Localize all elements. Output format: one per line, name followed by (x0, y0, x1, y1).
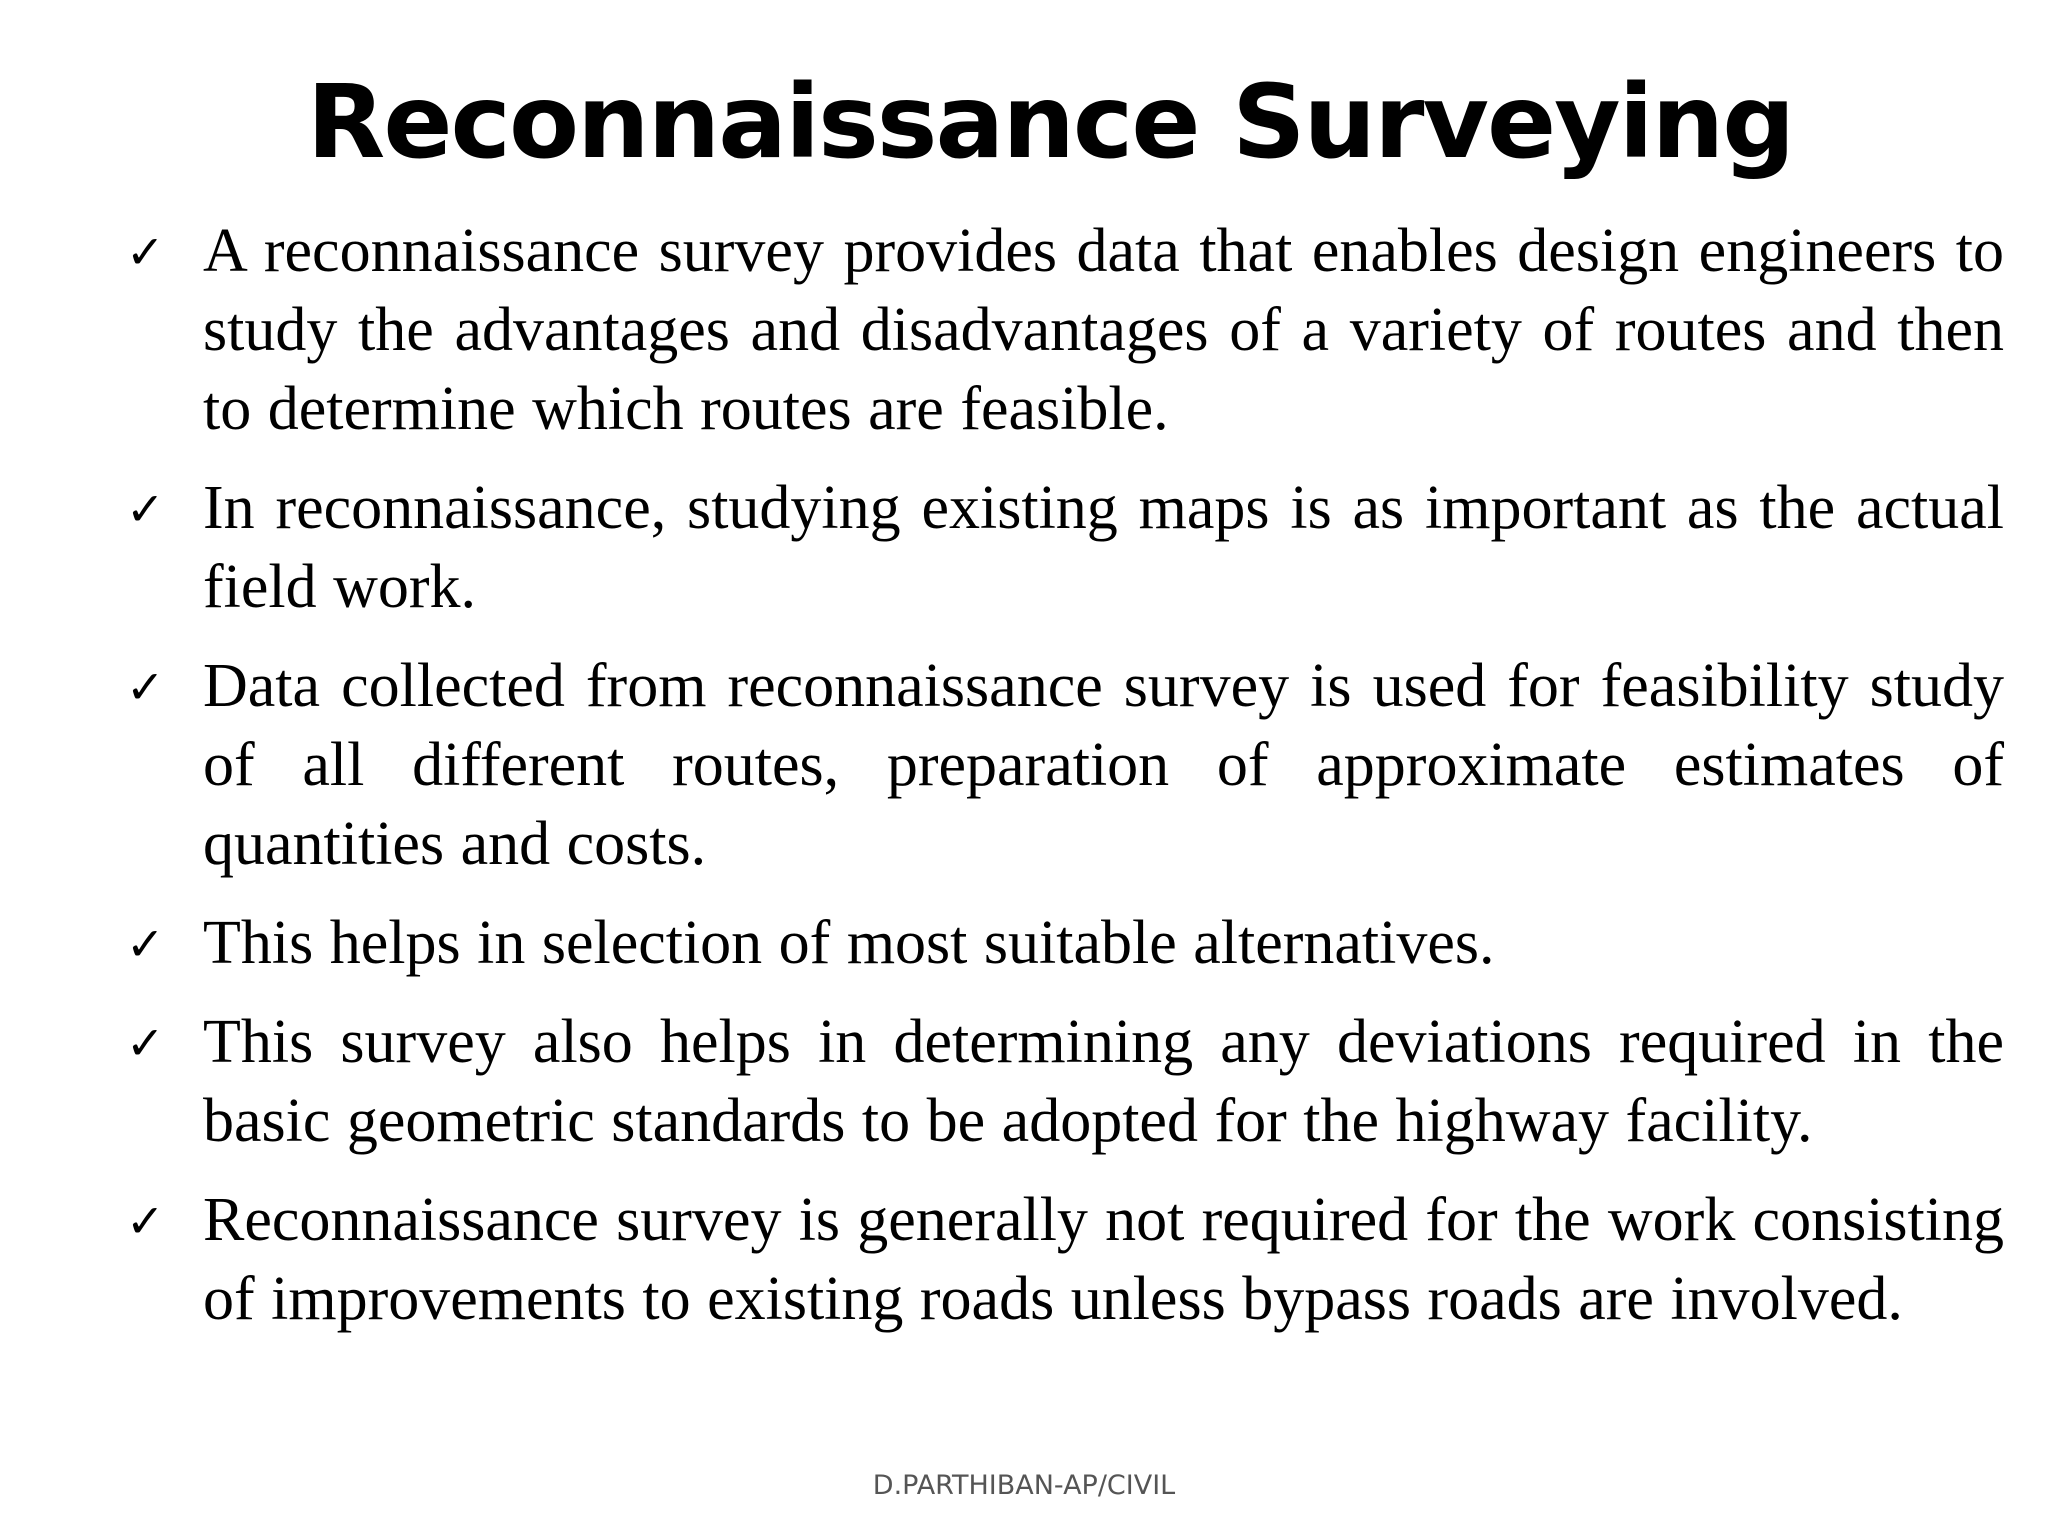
bullet-text: This helps in selection of most suitable alternatives. (203, 909, 1495, 977)
checkmark-icon: ✓ (126, 660, 165, 714)
bullet-item (120, 1181, 2004, 1339)
checkmark-icon: ✓ (126, 1194, 165, 1248)
bullet-text: This survey also helps in determining any deviations required in the basic geometric standards to be adopted for the highway facility. (203, 1008, 2004, 1155)
slide-title: Reconnaissance Surveying (306, 63, 1794, 182)
bullet-text: A reconnaissance survey provides data that enables design engineers to study the advantages and disadvantages of a variety of routes and then to determine which routes are feasible. (203, 217, 2004, 443)
bullet-text: In reconnaissance, studying existing maps is as important as the actual field work. (203, 474, 2004, 621)
checkmark-icon: ✓ (126, 1016, 165, 1070)
bullet-item (120, 212, 2004, 449)
checkmark-icon: ✓ (126, 917, 165, 971)
bullet-text: Reconnaissance survey is generally not required for the work consisting of improvements to existing roads unless bypass roads are involved. (203, 1186, 2004, 1333)
bullet-item (120, 469, 2004, 627)
bullet-item (120, 904, 2004, 983)
checkmark-icon: ✓ (126, 482, 165, 536)
bullet-text: Data collected from reconnaissance survey is used for feasibility study of all different routes, preparation of approximate estimates of quantities and costs. (203, 652, 2004, 878)
slide-footer: D.PARTHIBAN-AP/CIVIL (872, 1470, 1176, 1501)
checkmark-icon: ✓ (126, 225, 165, 279)
bullet-item (120, 1003, 2004, 1161)
bullet-list (120, 212, 2004, 1359)
bullet-item (120, 647, 2004, 884)
